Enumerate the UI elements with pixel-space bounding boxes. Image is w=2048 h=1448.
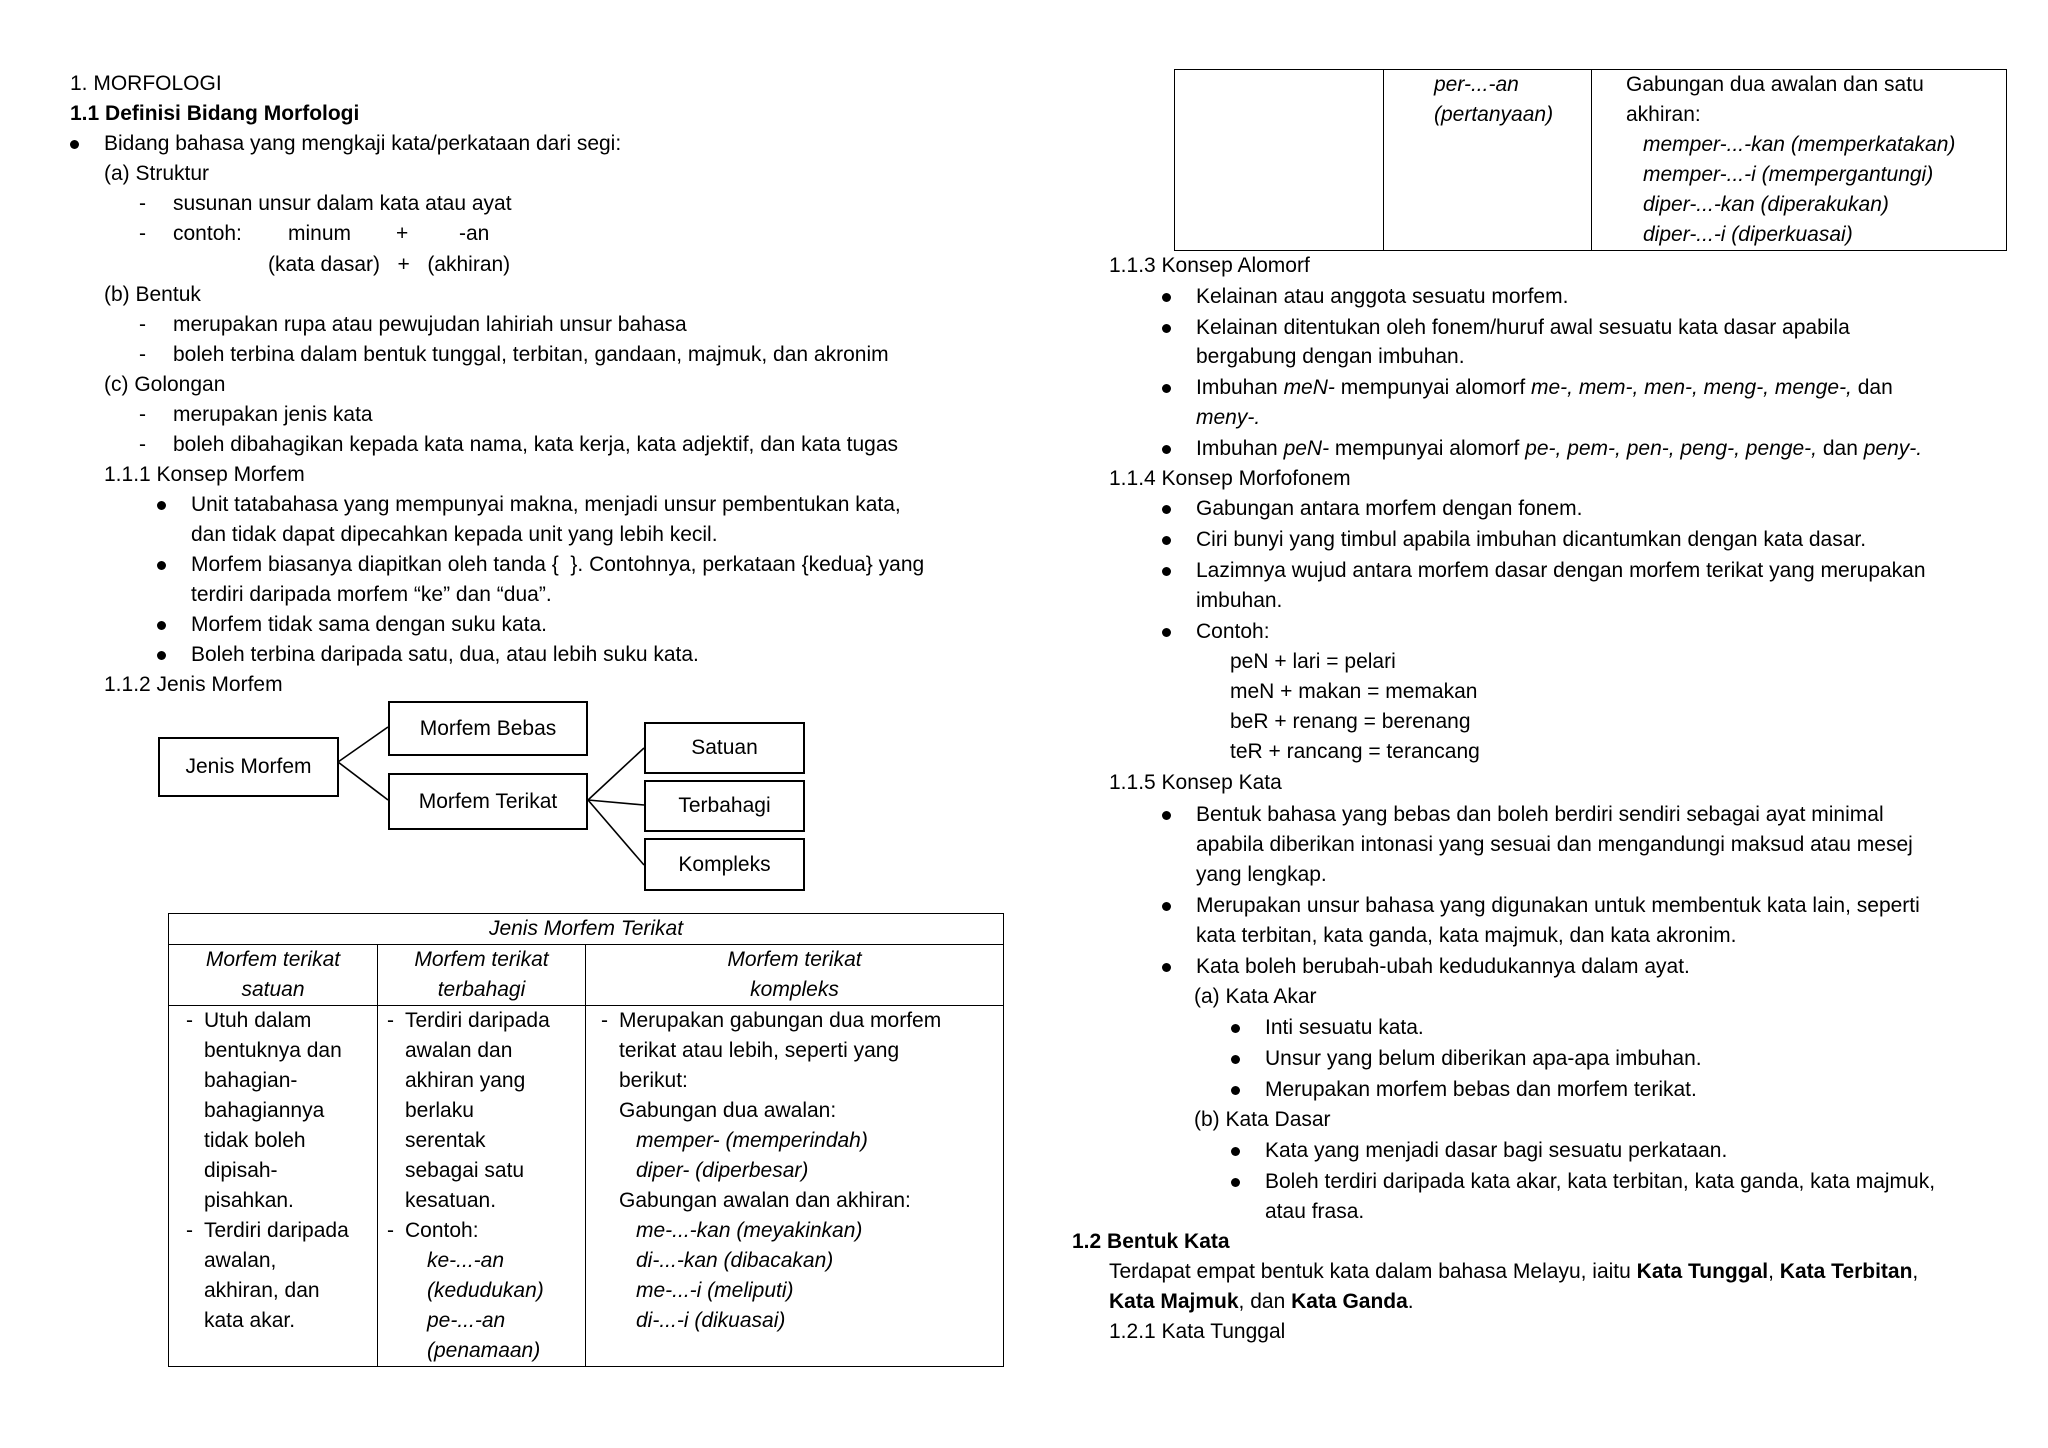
cell-line: awalan, <box>204 1249 277 1272</box>
header-satuan <box>169 945 378 1006</box>
paragraph-bentuk-kata-cont <box>1109 1287 1414 1317</box>
header-line: Morfem terikat <box>414 948 549 971</box>
bullet-continuation: imbuhan. <box>1196 589 1283 612</box>
text-run: me-, mem-, men-, meng-, menge-, <box>1530 376 1852 399</box>
bullet-text: Kata yang menjadi dasar bagi sesuatu perkataan. <box>1265 1136 1727 1166</box>
table-row <box>169 1006 1004 1367</box>
cell-line: terikat atau lebih, seperti yang <box>619 1039 900 1062</box>
section-heading-1: 1. MORFOLOGI <box>70 72 222 95</box>
section-heading-1-2: 1.2 Bentuk Kata <box>1072 1230 1230 1253</box>
bullet-text: Ciri bunyi yang timbul apabila imbuhan dicantumkan dengan kata dasar. <box>1196 525 1866 555</box>
bullet-text: Merupakan unsur bahasa yang digunakan untuk membentuk kata lain, seperti <box>1196 891 1920 921</box>
cell-line: berlaku <box>405 1099 474 1122</box>
cell-line: (kedudukan) <box>427 1279 544 1302</box>
text-run: , dan <box>1238 1290 1292 1313</box>
cell-kompleks-cont <box>1592 70 2007 251</box>
bullet-text: Morfem biasanya diapitkan oleh tanda { }. Contohnya, perkataan {kedua} yang <box>191 550 924 580</box>
text-run: peN- <box>1283 437 1330 460</box>
cell-line: dipisah- <box>204 1159 278 1182</box>
cell-kompleks <box>586 1006 1004 1367</box>
cell-line: Gabungan dua awalan dan satu <box>1626 73 1924 96</box>
heading-1-1-1: 1.1.1 Konsep Morfem <box>104 463 305 486</box>
bullet-text: Lazimnya wujud antara morfem dasar dengan morfem terikat yang merupakan <box>1196 556 1926 586</box>
bullet-continuation: bergabung dengan imbuhan. <box>1196 345 1465 368</box>
heading-1-2-1: 1.2.1 Kata Tunggal <box>1109 1320 1286 1343</box>
cell-line: memper- (memperindah) <box>636 1129 868 1152</box>
cell-satuan <box>169 1006 378 1367</box>
header-terbahagi <box>378 945 586 1006</box>
heading-1-1-5: 1.1.5 Konsep Kata <box>1109 771 1282 794</box>
example-plus: + <box>396 222 409 245</box>
text-run: Kata Tunggal <box>1636 1260 1769 1283</box>
cell-line: me-...-i (meliputi) <box>636 1279 794 1302</box>
header-line: terbahagi <box>437 978 526 1001</box>
example-word: minum <box>288 222 352 245</box>
cell-line: - Merupakan gabungan dua morfem <box>619 1006 1003 1036</box>
header-line: Morfem terikat <box>727 948 862 971</box>
heading-1-1-3: 1.1.3 Konsep Alomorf <box>1109 254 1310 277</box>
bullet-text: Contoh: <box>1196 617 1270 647</box>
bullet-continuation: kata terbitan, kata ganda, kata majmuk, dan kata akronim. <box>1196 924 1737 947</box>
cell-line: memper-...-kan (memperkatakan) <box>1643 133 1956 156</box>
example-line: meN + makan = memakan <box>1230 680 1478 703</box>
cell-line: diper-...-i (diperkuasai) <box>1643 223 1853 246</box>
bullet-text: Kelainan ditentukan oleh fonem/huruf awal sesuatu kata dasar apabila <box>1196 313 1850 343</box>
diagram-node-terbahagi: Terbahagi <box>644 780 805 832</box>
bullet-text-alomorf-men <box>1196 373 1893 403</box>
text-run: Imbuhan <box>1196 376 1284 399</box>
bullet-continuation: yang lengkap. <box>1196 863 1327 886</box>
bullet-text: Inti sesuatu kata. <box>1265 1013 1424 1043</box>
bullet-text: Merupakan morfem bebas dan morfem terikat. <box>1265 1075 1697 1105</box>
cell-line: di-...-i (dikuasai) <box>636 1309 786 1332</box>
cell-line: berikut: <box>619 1069 688 1092</box>
cell-line: per-...-an <box>1434 73 1519 96</box>
sub-label-kata-akar: (a) Kata Akar <box>1194 985 1317 1008</box>
heading-1-1-2: 1.1.2 Jenis Morfem <box>104 673 283 696</box>
header-line: Morfem terikat <box>205 948 341 971</box>
sub-label-bentuk: (b) Bentuk <box>104 283 201 306</box>
example-explanation: (kata dasar) + (akhiran) <box>268 253 511 276</box>
text-run: Kata Majmuk <box>1109 1290 1239 1313</box>
morfem-terikat-table <box>168 913 1004 1367</box>
cell-line: akhiran: <box>1626 103 1701 126</box>
text-run: peny-. <box>1863 437 1923 460</box>
text-run: , <box>1912 1260 1919 1283</box>
cell-line: Gabungan awalan dan akhiran: <box>619 1189 911 1212</box>
cell-terbahagi-cont <box>1384 70 1592 251</box>
cell-line: - Terdiri daripada <box>204 1216 377 1246</box>
text-run: meN- <box>1283 376 1335 399</box>
bullet-continuation: atau frasa. <box>1265 1200 1365 1223</box>
text-run: dan <box>1851 376 1893 399</box>
example-line: teR + rancang = terancang <box>1230 740 1480 763</box>
table-row <box>1175 70 2007 251</box>
example-line: peN + lari = pelari <box>1230 650 1396 673</box>
cell-line: kesatuan. <box>405 1189 497 1212</box>
table-header-row <box>169 945 1004 1006</box>
bullet-text: Morfem tidak sama dengan suku kata. <box>191 610 547 640</box>
bullet-text: Bentuk bahasa yang bebas dan boleh berdiri sendiri sebagai ayat minimal <box>1196 800 1884 830</box>
cell-line: me-...-kan (meyakinkan) <box>636 1219 863 1242</box>
text-run: pe-, pem-, pen-, peng-, penge-, <box>1525 437 1818 460</box>
cell-line: - Utuh dalam <box>204 1006 377 1036</box>
section-heading-1-1: 1.1 Definisi Bidang Morfologi <box>70 102 360 125</box>
text-run: Imbuhan <box>1196 437 1284 460</box>
cell-terbahagi <box>378 1006 586 1367</box>
cell-line: bahagiannya <box>204 1099 325 1122</box>
sub-label-golongan: (c) Golongan <box>104 373 226 396</box>
cell-line: pisahkan. <box>204 1189 294 1212</box>
bullet-text: Gabungan antara morfem dengan fonem. <box>1196 494 1582 524</box>
cell-line: awalan dan <box>405 1039 513 1062</box>
cell-line: sebagai satu <box>405 1159 525 1182</box>
cell-line: bahagian- <box>204 1069 298 1092</box>
bullet-text: Unsur yang belum diberikan apa-apa imbuhan. <box>1265 1044 1702 1074</box>
cell-line: akhiran yang <box>405 1069 526 1092</box>
cell-line: di-...-kan (dibacakan) <box>636 1249 834 1272</box>
cell-line: (penamaan) <box>427 1339 541 1362</box>
text-run: mempunyai alomorf <box>1329 437 1526 460</box>
cell-line: memper-...-i (mempergantungi) <box>1643 163 1934 186</box>
header-line: satuan <box>241 978 305 1001</box>
dash-item: - boleh terbina dalam bentuk tunggal, terbitan, gandaan, majmuk, dan akronim <box>173 340 889 370</box>
cell-line: - Contoh: <box>405 1216 585 1246</box>
bullet-continuation: meny-. <box>1196 406 1261 429</box>
cell-line: (pertanyaan) <box>1434 103 1554 126</box>
dash-item: - boleh dibahagikan kepada kata nama, kata kerja, kata adjektif, dan kata tugas <box>173 430 898 460</box>
bullet-continuation: dan tidak dapat dipecahkan kepada unit yang lebih kecil. <box>191 523 718 546</box>
text-run: Kata Terbitan <box>1779 1260 1913 1283</box>
dash-item: - merupakan jenis kata <box>173 400 373 430</box>
cell-line: ke-...-an <box>427 1249 505 1272</box>
dash-item: - merupakan rupa atau pewujudan lahiriah unsur bahasa <box>173 310 687 340</box>
morfem-terikat-table-continued <box>1174 69 2007 251</box>
table-title: Jenis Morfem Terikat <box>169 914 1004 945</box>
cell-line: kata akar. <box>204 1309 296 1332</box>
bullet-text: Boleh terdiri daripada kata akar, kata terbitan, kata ganda, kata majmuk, <box>1265 1167 1935 1197</box>
bullet-text: Kata boleh berubah-ubah kedudukannya dalam ayat. <box>1196 952 1690 982</box>
example-line: beR + renang = berenang <box>1230 710 1471 733</box>
cell-line: - Terdiri daripada <box>405 1006 585 1036</box>
text-run: . <box>1407 1290 1414 1313</box>
cell-line: pe-...-an <box>427 1309 506 1332</box>
cell-line: diper-...-kan (diperakukan) <box>1643 193 1889 216</box>
dash-item: - susunan unsur dalam kata atau ayat <box>173 189 512 219</box>
cell-line: diper- (diperbesar) <box>636 1159 809 1182</box>
bullet-text: Bidang bahasa yang mengkaji kata/perkataan dari segi: <box>104 129 621 159</box>
text-run: Kata Ganda <box>1291 1290 1408 1313</box>
sub-label-kata-dasar: (b) Kata Dasar <box>1194 1108 1331 1131</box>
diagram-node-jenis-morfem: Jenis Morfem <box>158 737 339 797</box>
diagram-node-morfem-terikat: Morfem Terikat <box>388 773 588 830</box>
bullet-continuation: apabila diberikan intonasi yang sesuai dan mengandungi maksud atau mesej <box>1196 833 1913 856</box>
header-line: kompleks <box>750 978 839 1001</box>
bullet-text: Boleh terbina daripada satu, dua, atau lebih suku kata. <box>191 640 699 670</box>
text-run: Terdapat empat bentuk kata dalam bahasa Melayu, iaitu <box>1109 1260 1637 1283</box>
bullet-continuation: terdiri daripada morfem “ke” dan “dua”. <box>191 583 552 606</box>
diagram-node-kompleks: Kompleks <box>644 838 805 891</box>
text-run: mempunyai alomorf <box>1334 376 1531 399</box>
paragraph-bentuk-kata <box>1109 1257 1918 1287</box>
cell-line: serentak <box>405 1129 486 1152</box>
example-suffix: -an <box>459 222 490 245</box>
cell-line: tidak boleh <box>204 1129 306 1152</box>
cell-line: bentuknya dan <box>204 1039 342 1062</box>
cell-line: Gabungan dua awalan: <box>619 1099 837 1122</box>
diagram-node-satuan: Satuan <box>644 722 805 774</box>
bullet-text-alomorf-pen <box>1196 434 1922 464</box>
heading-1-1-4: 1.1.4 Konsep Morfofonem <box>1109 467 1351 490</box>
dash-item-contoh: - contoh: <box>173 219 242 249</box>
cell-line: akhiran, dan <box>204 1279 320 1302</box>
text-run: dan <box>1817 437 1864 460</box>
header-kompleks <box>586 945 1004 1006</box>
diagram-node-morfem-bebas: Morfem Bebas <box>388 701 588 756</box>
bullet-text: Unit tatabahasa yang mempunyai makna, menjadi unsur pembentukan kata, <box>191 490 901 520</box>
text-run: , <box>1768 1260 1780 1283</box>
cell-empty <box>1175 70 1384 251</box>
table-title-row <box>169 914 1004 945</box>
sub-label-struktur: (a) Struktur <box>104 162 210 185</box>
bullet-text: Kelainan atau anggota sesuatu morfem. <box>1196 282 1568 312</box>
